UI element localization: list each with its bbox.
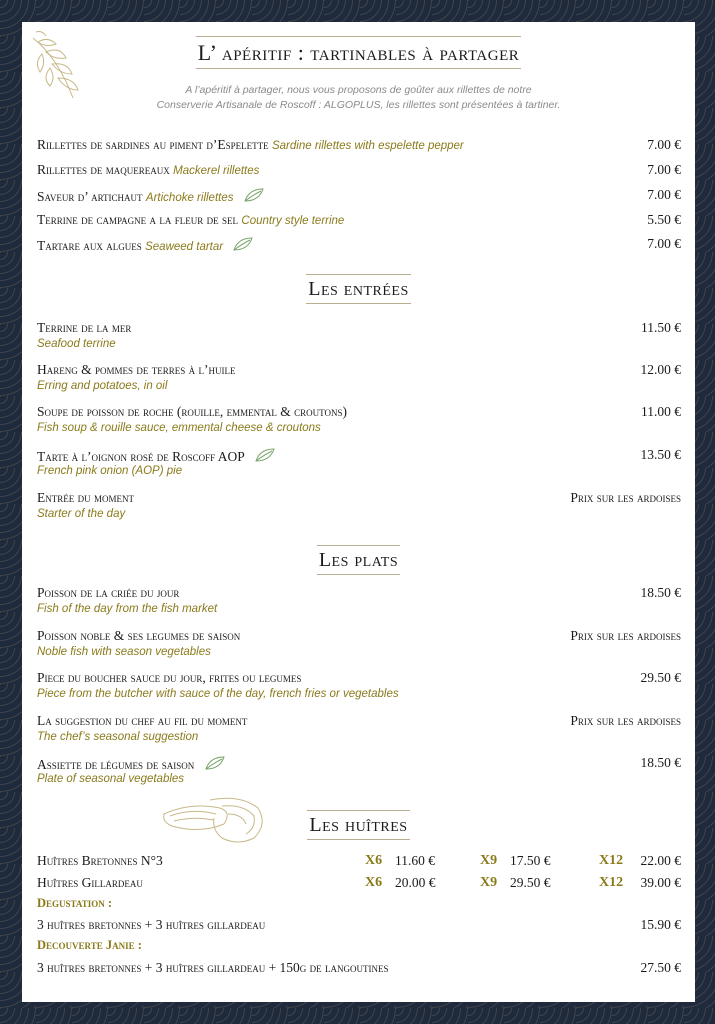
list-item: 3 huîtres bretonnes + 3 huîtres gillardeau 15.90 € — [37, 917, 681, 932]
list-item: La suggestion du chef au fil du moment The chef’s seasonal suggestion Prix sur les ardoises — [37, 713, 681, 743]
list-item: Soupe de poisson de roche (rouille, emmental & croutons) Fish soup & rouille sauce, emmental cheese & croutons 11.00 € — [37, 404, 681, 434]
list-item: Poisson de la criée du jour Fish of the day from the fish market 18.50 € — [37, 585, 681, 615]
aperitif-intro: A l’apéritif à partager, nous vous proposons de goûter aux rillettes de notre Conserverie Artisanale de Roscoff : ALGOPLUS, les rillettes sont présentées à tartiner. — [156, 84, 561, 111]
entrees-title: Les entrées — [22, 274, 695, 304]
list-item: Rillettes de sardines au piment d’Espelette Sardine rillettes with espelette pepper 7.00 € — [37, 137, 681, 152]
list-item: Terrine de campagne a la fleur de sel Country style terrine 5.50 € — [37, 212, 681, 227]
list-item: Entrée du moment Starter of the day Prix sur les ardoises — [37, 490, 681, 520]
list-item: Tarte à l’oignon rosé de Roscoff AOP French pink onion (AOP) pie 13.50 € — [37, 447, 681, 477]
decouverte-label: Decouverte Janie : — [37, 938, 142, 952]
menu-card — [22, 22, 695, 1002]
list-item: Terrine de la mer Seafood terrine 11.50 € — [37, 320, 681, 350]
huitres-title: Les huîtres — [22, 810, 695, 840]
list-item: Piece du boucher sauce du jour, frites ou legumes Piece from the butcher with sauce of the day, french fries or vegetables 29.50 € — [37, 670, 681, 700]
vegetarian-leaf-icon — [254, 447, 276, 463]
table-row: Huîtres Bretonnes N°3 X6 11.60 € X9 17.50 € X12 22.00 € — [37, 853, 681, 868]
list-item: Rillettes de maquereaux Mackerel rillettes 7.00 € — [37, 162, 681, 177]
vegetarian-leaf-icon — [204, 755, 226, 771]
plats-title: Les plats — [22, 545, 695, 575]
list-item: Hareng & pommes de terres à l’huile Erring and potatoes, in oil 12.00 € — [37, 362, 681, 392]
list-item: 3 huîtres bretonnes + 3 huîtres gillardeau + 150g de langoutines 27.50 € — [37, 960, 681, 975]
aperitif-title: L’ apéritif : tartinables à partager — [22, 36, 695, 69]
vegetarian-leaf-icon — [232, 236, 254, 252]
list-item: Saveur d’ artichaut Artichoke rillettes 7.00 € — [37, 187, 681, 204]
table-row: Huîtres Gillardeau X6 20.00 € X9 29.50 € X12 39.00 € — [37, 875, 681, 890]
list-item: Assiette de légumes de saison Plate of seasonal vegetables 18.50 € — [37, 755, 681, 785]
vegetarian-leaf-icon — [243, 187, 265, 203]
degustation-label: Degustation : — [37, 896, 112, 910]
list-item: Poisson noble & ses legumes de saison Noble fish with season vegetables Prix sur les ardoises — [37, 628, 681, 658]
list-item: Tartare aux algues Seaweed tartar 7.00 € — [37, 236, 681, 253]
